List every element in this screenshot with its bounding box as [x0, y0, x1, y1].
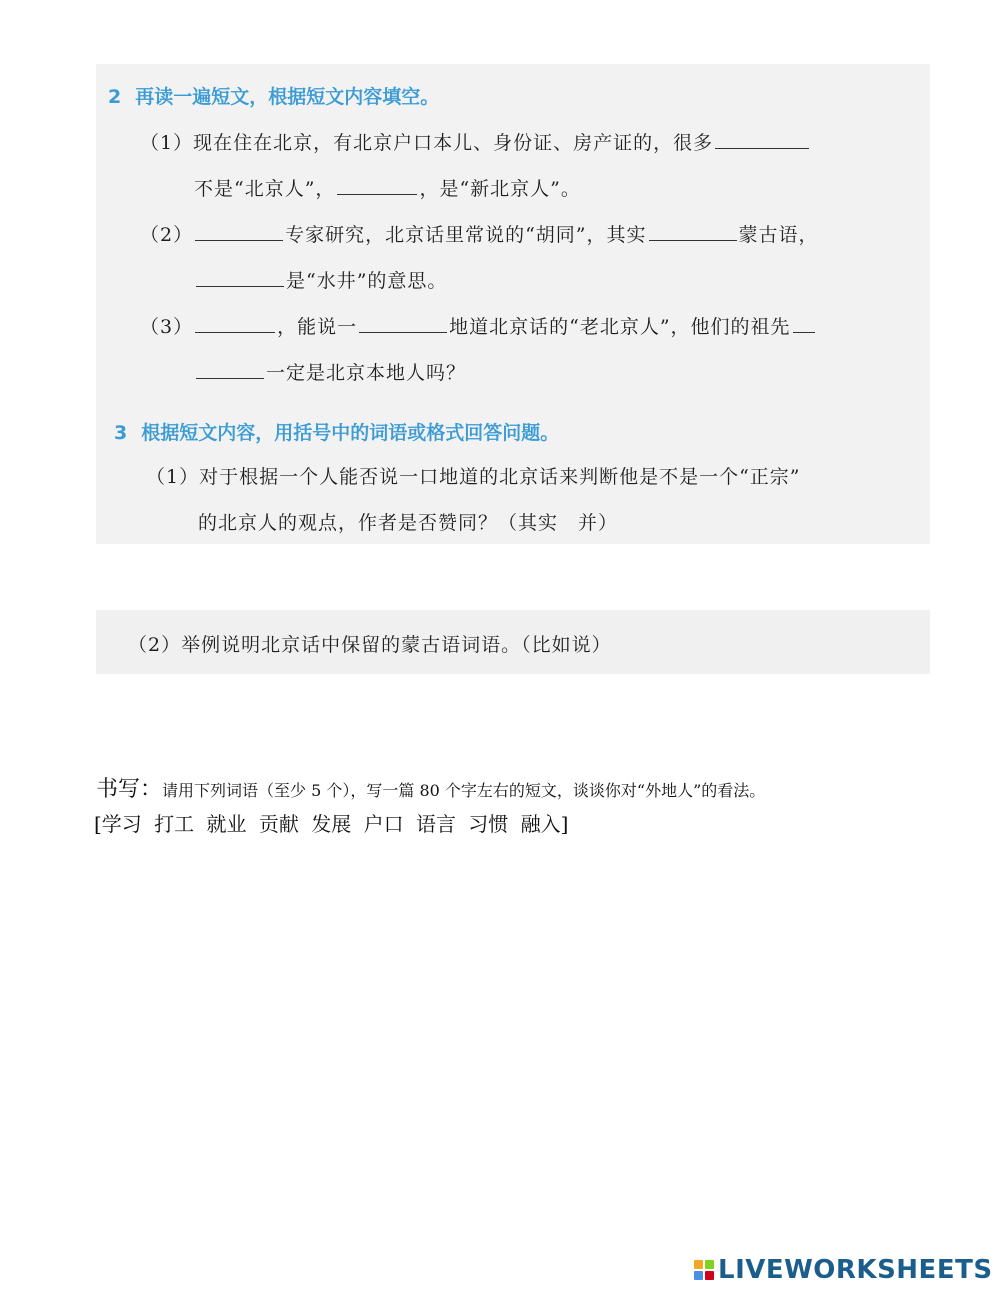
q2-3-blank-1[interactable] — [195, 314, 275, 333]
section-2-title — [108, 82, 439, 109]
writing-prompt — [96, 772, 765, 803]
q2-3-blank-3b[interactable] — [196, 360, 264, 379]
q2-2-text-b: 是“水井”的意思。 — [286, 270, 448, 292]
logo-square-2 — [705, 1260, 714, 1269]
logo-square-3 — [694, 1271, 703, 1280]
q2-3-label: （3） — [140, 316, 194, 338]
q2-3-text-b: 一定是北京本地人吗？ — [266, 362, 467, 384]
q2-1-line-2 — [194, 174, 581, 201]
writing-instruction: 请用下列词语（至少 5 个），写一篇 80 个字左右的短文，谈谈你对“外地人”的看法。 — [162, 781, 766, 800]
q2-1-blank-1[interactable] — [715, 130, 809, 149]
q3-1-line-1: （1）对于根据一个人能否说一口地道的北京话来判断他是不是一个“正宗” — [146, 466, 801, 488]
logo-square-1 — [694, 1260, 703, 1269]
q2-3-line-1 — [140, 312, 817, 339]
section-2-number: 2 — [108, 86, 122, 108]
writing-word-list: [学习 打工 就业 贡献 发展 户口 语言 习惯 融入] — [94, 812, 569, 836]
q2-1-text-a: （1）现在住在北京，有北京户口本儿、身份证、房产证的，很多 — [140, 132, 714, 154]
section-3-title — [114, 418, 559, 445]
q2-2-line-2 — [194, 266, 447, 293]
logo-square-4 — [705, 1271, 714, 1280]
q2-1-text-b1: 不是“北京人”， — [194, 178, 336, 200]
section-3-title-text: 根据短文内容，用括号中的词语或格式回答问题。 — [141, 422, 560, 444]
liveworksheets-logo — [694, 1256, 993, 1284]
q2-2-text-a1: 专家研究，北京话里常说的“胡同”，其实 — [285, 224, 647, 246]
logo-mark-icon — [694, 1260, 714, 1280]
q2-3-line-2 — [194, 358, 466, 385]
q3-2-line: （2）举例说明北京话中保留的蒙古语词语。（比如说） — [128, 634, 612, 656]
q2-2-blank-1[interactable] — [195, 222, 283, 241]
q2-2-line-1 — [140, 220, 819, 247]
q2-2-text-a2: 蒙古语， — [738, 224, 819, 246]
q3-1-line-2: 的北京人的观点，作者是否赞同？（其实 并） — [198, 512, 619, 534]
q2-3-text-a1: ，能说一 — [277, 316, 358, 338]
q2-3-text-a2: 地道北京话的“老北京人”，他们的祖先 — [449, 316, 791, 338]
q2-2-blank-2[interactable] — [649, 222, 737, 241]
section-3-number: 3 — [114, 422, 128, 444]
q2-1-blank-2[interactable] — [337, 176, 417, 195]
logo-text: LIVEWORKSHEETS — [718, 1255, 993, 1285]
q2-2-blank-3[interactable] — [196, 268, 284, 287]
writing-lead: 书写： — [96, 777, 163, 802]
q2-3-blank-2[interactable] — [359, 314, 447, 333]
section-2-title-text: 再读一遍短文，根据短文内容填空。 — [135, 86, 440, 108]
q2-1-line-1 — [140, 128, 811, 155]
q2-1-text-b2: ，是“新北京人”。 — [419, 178, 581, 200]
q2-2-label: （2） — [140, 224, 194, 246]
q2-3-blank-3a[interactable] — [793, 314, 815, 333]
